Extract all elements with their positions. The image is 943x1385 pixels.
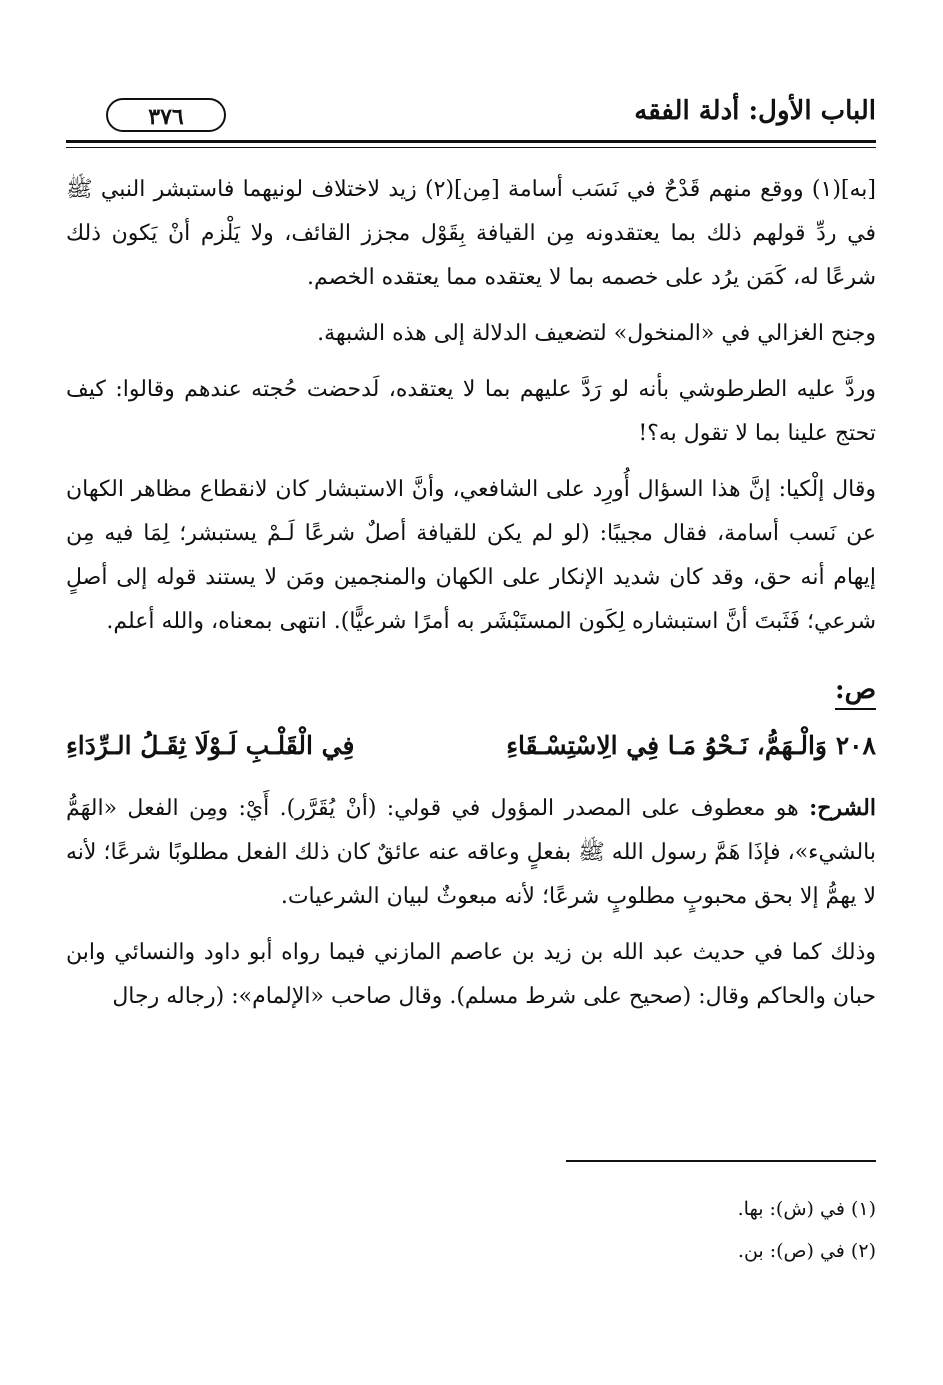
header-rule-thin [66, 147, 876, 148]
paragraph-last: وذلك كما في حديث عبد الله بن زيد بن عاصم المازني فيما رواه أبو داود والنسائي وابن حبان والحاكم وقال: (صحيح على شرط مسلم). وقال صاحب «الإلمام»: (رجاله رجال [66, 940, 876, 1009]
commentary-paragraph [66, 786, 876, 919]
footnote-separator [566, 1160, 876, 1162]
header-rule-thick [66, 140, 876, 143]
chapter-title: الباب الأول: أدلة الفقه [634, 96, 876, 126]
footnote-1: (١) في (ش): بها. [737, 1198, 876, 1220]
paragraph-4: وقال إلْكيا: إنَّ هذا السؤال أُورِد على الشافعي، وأنَّ الاستبشار كان لانقطاع مظاهر الكهان عن نَسب أسامة، فقال مجيبًا: (لو لم يكن للقيافة أصلٌ شرعًا لَـمْ يستبشر؛ لِمَا فيه مِن إيهام أنه حق، وقد كان شديد الإنكار على الكهان والمنجمين ومَن لا يستند قوله إلى أصلٍ شرعي؛ فَثَبتَ أنَّ استبشاره لِكَون المستَبْشَر به أمرًا شرعيًّا). انتهى بمعناه، والله أعلم. [66, 477, 876, 634]
paragraph-1: [به](١) ووقع منهم قَدْحٌ في نَسَب أسامة [مِن](٢) زيد لاختلاف لونيهما فاستبشر النبي ﷺ في ردِّ قولهم ذلك بما يعتقدونه مِن القيافة بِقَوْل مجزز القائف، ولا يَلْزم أنْ يَكون ذلك شرعًا له، كَمَن يرُد على خصمه بما لا يعتقده مما يعتقده الخصم. [66, 177, 877, 290]
page-header [66, 92, 876, 140]
footnote-2: (٢) في (ص): بن. [737, 1240, 876, 1262]
commentary-text: هو معطوف على المصدر المؤول في قولي: (أنْ يُقَرَّر). أَيْ: ومِن الفعل «الهَمُّ بالشيء»، فإذَا هَمَّ رسول الله ﷺ بفعلٍ وعاقه عنه عائقٌ كان ذلك الفعل مطلوبًا شرعًا؛ لأنه لا يهمُّ إلا بحق محبوبٍ مطلوبٍ شرعًا؛ لأنه مبعوثٌ لبيان الشرعيات. [66, 796, 876, 909]
main-text [66, 168, 876, 1031]
section-marker-wrapper [66, 656, 876, 724]
commentary-label: الشرح: [809, 795, 876, 821]
paragraph-3: وردَّ عليه الطرطوشي بأنه لو رَدَّ عليهم بما لا يعتقده، لَدحضت حُجته عندهم وقالوا: كيف تحتج علينا بما لا تقول به؟! [66, 377, 876, 446]
verse-first-hemistich: ٢٠٨ وَالْـهَمُّ، نَـحْوُ مَـا فِي الِاسْتِسْـقَاءِ [506, 731, 876, 760]
section-marker: ص: [835, 672, 876, 710]
verse-line [66, 724, 876, 768]
paragraph-2: وجنح الغزالي في «المنخول» لتضعيف الدلالة إلى هذه الشبهة. [317, 321, 876, 346]
page-number: ٣٧٦ [106, 98, 226, 132]
footnotes [66, 1188, 876, 1272]
verse-second-hemistich: فِي الْقَلْـبِ لَـوْلَا ثِقَـلُ الـرِّدَاءِ [66, 731, 355, 760]
